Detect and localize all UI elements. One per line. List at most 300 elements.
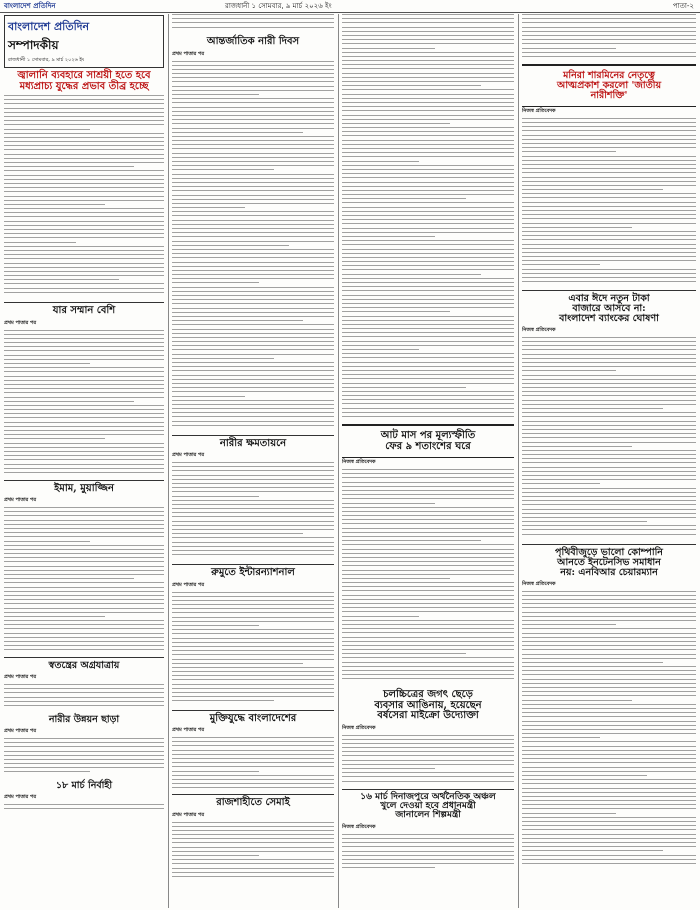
text-line [342, 391, 514, 392]
text-line [172, 375, 334, 376]
text-line [172, 830, 334, 831]
text-line [172, 425, 334, 426]
text-line [342, 311, 450, 312]
byline: নিজস্ব প্রতিবেদক [522, 326, 556, 333]
text-line [172, 859, 334, 860]
text-line [342, 60, 514, 61]
text-line [342, 198, 466, 199]
text-line [342, 611, 514, 612]
text-line [172, 537, 334, 538]
text-line [522, 599, 696, 600]
text-line [172, 592, 334, 593]
byline: প্রথম পাতার পর [4, 727, 37, 734]
text-line [4, 334, 164, 335]
text-line [172, 345, 334, 346]
text-line [522, 244, 696, 245]
text-line [4, 620, 164, 621]
text-line [172, 512, 334, 513]
text-line [522, 231, 696, 232]
text-line [172, 324, 334, 325]
text-line [522, 834, 696, 835]
text-line [342, 473, 514, 474]
text-line [342, 599, 514, 600]
byline: নিজস্ব প্রতিবেদক [342, 724, 376, 731]
text-line [172, 504, 334, 505]
article-body [342, 834, 514, 874]
text-line [342, 336, 514, 337]
byline: নিজস্ব প্রতিবেদক [342, 459, 376, 465]
text-line [342, 353, 514, 354]
text-line [342, 161, 419, 162]
text-line [4, 767, 164, 768]
text-line [522, 838, 696, 839]
text-line [4, 434, 164, 435]
text-line [4, 649, 164, 650]
text-line [522, 421, 696, 422]
text-line [522, 400, 696, 401]
text-line [4, 275, 164, 276]
text-line [342, 232, 514, 233]
text-line [172, 783, 334, 784]
text-line [522, 416, 696, 417]
text-line [522, 645, 696, 646]
text-line [172, 199, 334, 200]
text-line [172, 249, 334, 250]
text-line [342, 565, 514, 566]
text-line [342, 341, 514, 342]
text-line [342, 374, 514, 375]
text-line [342, 553, 514, 554]
text-line [4, 133, 164, 134]
text-line [172, 741, 334, 742]
text-line [172, 872, 334, 873]
text-line [522, 687, 696, 688]
text-line [522, 792, 696, 793]
headline-jar-sommoan: যার সম্মান বেশি [52, 305, 116, 316]
text-line [4, 616, 105, 617]
text-line [4, 187, 164, 188]
text-line [522, 616, 696, 617]
text-line [4, 413, 164, 414]
text-line [342, 851, 514, 852]
text-line [522, 151, 616, 152]
text-line [342, 408, 514, 409]
text-line [172, 851, 334, 852]
text-line [172, 525, 334, 526]
text-line [172, 855, 259, 856]
text-line [342, 544, 514, 545]
text-line [522, 118, 696, 119]
text-line [522, 591, 696, 592]
text-line [342, 747, 514, 748]
text-line [172, 625, 259, 626]
byline: প্রথম পাতার পর [4, 793, 37, 800]
text-line [4, 175, 164, 176]
text-line [4, 409, 164, 410]
text-line [522, 349, 696, 350]
text-line [342, 182, 514, 183]
text-line [4, 350, 164, 351]
byline: প্রথম পাতার পর [4, 497, 37, 503]
text-line [522, 35, 696, 36]
text-line [342, 77, 514, 78]
text-line [172, 14, 334, 15]
text-line [522, 172, 696, 173]
text-line [522, 454, 696, 455]
text-line [172, 316, 334, 317]
text-line [342, 498, 514, 499]
text-line [4, 697, 164, 698]
text-line [172, 241, 334, 242]
text-line [342, 570, 514, 571]
text-line [342, 503, 435, 504]
text-line [172, 396, 245, 397]
text-line [172, 404, 334, 405]
text-line [4, 443, 164, 444]
text-line [172, 521, 334, 522]
text-line [522, 252, 696, 253]
feature-box [522, 64, 696, 107]
text-line [522, 160, 696, 161]
text-line [172, 94, 259, 95]
text-line [172, 190, 334, 191]
text-line [522, 641, 696, 642]
text-line [342, 165, 514, 166]
article-body [342, 735, 514, 787]
text-line [172, 153, 334, 154]
text-line [342, 528, 514, 529]
headline-cholochitro: চলচ্চিত্রের জগৎ ছেড়ে ব্যবসার আঙিনায়, হয়েছেন বর্ষসেরা মাইক্রো উদ্যোক্তা [374, 689, 482, 721]
text-line [342, 64, 514, 65]
text-line [522, 504, 696, 505]
headline-muktijuddho: মুক্তিযুদ্ধে বাংলাদেশের [209, 712, 297, 724]
text-line [342, 632, 514, 633]
text-line [4, 701, 164, 702]
text-line [172, 754, 334, 755]
text-line [4, 771, 90, 772]
text-line [172, 211, 334, 212]
text-line [342, 743, 514, 744]
text-line [4, 451, 164, 452]
headline-atmas: আট মাস পর মূল্যস্ফীতি ফের ৯ শতাংশের ঘরে [380, 430, 476, 452]
text-line [342, 412, 514, 413]
text-line [342, 678, 514, 679]
text-line [172, 132, 303, 133]
text-line [4, 587, 164, 588]
page-header [0, 0, 700, 13]
text-line [522, 273, 696, 274]
text-line [172, 412, 334, 413]
text-line [342, 39, 514, 40]
page-number: পাতা-২ [672, 2, 694, 10]
text-line [522, 488, 696, 489]
text-line [4, 267, 164, 268]
text-line [342, 27, 514, 28]
text-line [4, 532, 164, 533]
headline-lead: জ্বালানি ব্যবহারে সাশ্রয়ী হতে হবে মধ্যপ্রাচ্য যুদ্ধের প্রভাব তীব্র হচ্ছে [17, 70, 151, 92]
column-3 [342, 14, 514, 908]
text-line [342, 215, 514, 216]
text-line [342, 207, 514, 208]
text-line [4, 263, 164, 264]
text-line [522, 842, 696, 843]
text-line [522, 126, 696, 127]
text-line [4, 692, 164, 693]
text-line [342, 68, 514, 69]
text-line [342, 867, 435, 868]
text-line [342, 152, 514, 153]
text-line [342, 43, 514, 44]
text-line [4, 684, 164, 685]
text-line [342, 362, 514, 363]
text-line [522, 56, 696, 57]
text-line [172, 287, 334, 288]
text-line [172, 107, 334, 108]
text-line [4, 376, 164, 377]
text-line [4, 250, 164, 251]
text-line [4, 595, 164, 596]
text-line [172, 77, 334, 78]
text-line [172, 236, 334, 237]
text-line [4, 292, 164, 293]
article-body [522, 591, 696, 871]
text-line [522, 354, 696, 355]
text-line [4, 170, 164, 171]
text-line [522, 483, 600, 484]
text-line [172, 758, 334, 759]
text-line [172, 496, 259, 497]
text-line [172, 696, 334, 697]
text-line [342, 637, 514, 638]
text-line [172, 299, 334, 300]
text-line [4, 279, 119, 280]
text-line [172, 847, 334, 848]
text-line [4, 154, 164, 155]
article-body [4, 804, 164, 816]
paper-logo: বাংলাদেশ প্রতিদিন [4, 2, 56, 10]
text-line [4, 229, 164, 230]
text-line [342, 776, 514, 777]
text-line [172, 822, 334, 823]
text-line [172, 257, 334, 258]
article-body [4, 330, 164, 478]
text-line [172, 596, 334, 597]
text-line [342, 299, 514, 300]
text-line [172, 379, 334, 380]
text-line [522, 758, 696, 759]
text-line [4, 599, 164, 600]
text-line [4, 422, 164, 423]
text-line [522, 218, 696, 219]
text-line [342, 22, 514, 23]
text-line [342, 383, 514, 384]
text-line [342, 249, 514, 250]
text-line [172, 86, 334, 87]
text-line [4, 363, 90, 364]
text-line [522, 517, 696, 518]
text-line [522, 223, 696, 224]
text-line [172, 775, 334, 776]
text-line [172, 876, 334, 877]
text-line [342, 274, 481, 275]
text-line [342, 507, 514, 508]
text-line [172, 65, 334, 66]
text-line [4, 742, 164, 743]
byline: প্রথম পাতার পর [172, 50, 205, 57]
article-body [522, 14, 696, 64]
text-line [172, 119, 334, 120]
text-line [172, 621, 334, 622]
byline: প্রথম পাতার পর [4, 319, 37, 326]
text-line [342, 662, 514, 663]
text-line [4, 507, 164, 508]
text-line [342, 846, 514, 847]
text-line [342, 219, 514, 220]
column-1 [4, 14, 164, 908]
text-line [342, 278, 514, 279]
text-line [342, 670, 514, 671]
text-line [522, 425, 696, 426]
text-line [342, 515, 514, 516]
text-line [522, 863, 696, 864]
text-line [522, 27, 696, 28]
text-line [522, 750, 696, 751]
article-body [172, 592, 334, 708]
text-line [4, 515, 164, 516]
text-line [342, 519, 514, 520]
text-line [522, 737, 600, 738]
text-line [172, 253, 334, 254]
text-line [4, 637, 164, 638]
text-line [342, 144, 514, 145]
text-line [4, 574, 164, 575]
text-line [172, 868, 334, 869]
text-line [172, 102, 334, 103]
text-line [522, 712, 696, 713]
text-line [342, 494, 514, 495]
text-line [342, 240, 514, 241]
text-line [522, 624, 616, 625]
text-line [4, 338, 164, 339]
text-line [4, 158, 164, 159]
text-line [522, 628, 696, 629]
text-line [342, 863, 514, 864]
text-line [522, 281, 696, 282]
column-divider [518, 14, 519, 908]
text-line [522, 458, 696, 459]
text-line [522, 264, 600, 265]
text-line [4, 401, 134, 402]
article-body [4, 738, 164, 778]
text-line [342, 772, 514, 773]
text-line [522, 442, 696, 443]
text-line [4, 237, 164, 238]
text-line [522, 534, 696, 535]
text-line [4, 603, 164, 604]
text-line [172, 203, 334, 204]
text-line [172, 295, 334, 296]
text-line [522, 475, 696, 476]
text-line [522, 122, 696, 123]
text-line [342, 674, 514, 675]
text-line [522, 345, 696, 346]
text-line [4, 388, 164, 389]
text-line [172, 487, 334, 488]
column-4 [522, 14, 696, 908]
text-line [342, 768, 435, 769]
text-line [342, 106, 514, 107]
text-line [4, 520, 164, 521]
text-line [342, 416, 514, 417]
article-body [522, 118, 696, 288]
text-line [4, 208, 164, 209]
text-line [4, 464, 164, 465]
text-line [172, 220, 334, 221]
text-line [172, 387, 334, 388]
text-line [172, 842, 334, 843]
text-line [522, 341, 696, 342]
text-line [522, 595, 696, 596]
text-line [522, 235, 696, 236]
text-line [522, 529, 696, 530]
text-line [342, 735, 514, 736]
text-line [4, 566, 164, 567]
text-line [522, 513, 696, 514]
text-line [522, 177, 696, 178]
text-line [172, 646, 334, 647]
text-line [522, 674, 696, 675]
text-line [172, 654, 334, 655]
text-line [4, 557, 164, 558]
text-line [4, 570, 164, 571]
text-line [522, 746, 696, 747]
text-line [4, 254, 164, 255]
article-body [342, 14, 514, 424]
column-divider [338, 14, 339, 908]
text-line [522, 783, 696, 784]
text-line [342, 653, 466, 654]
text-line [4, 608, 164, 609]
text-line [4, 524, 164, 525]
text-line [342, 781, 514, 782]
byline: নিজস্ব প্রতিবেদক [522, 107, 556, 114]
text-line [522, 130, 696, 131]
text-line [172, 228, 334, 229]
text-line [4, 545, 164, 546]
text-line [522, 633, 696, 634]
text-line [172, 178, 334, 179]
text-line [522, 721, 696, 722]
article-body [172, 737, 334, 792]
text-line [522, 164, 696, 165]
text-line [522, 855, 696, 856]
text-line [4, 804, 164, 805]
text-line [522, 620, 696, 621]
text-line [522, 168, 696, 169]
text-line [522, 829, 696, 830]
text-line [4, 549, 164, 550]
text-line [4, 371, 164, 372]
column-divider [168, 14, 169, 908]
text-line [522, 813, 616, 814]
text-line [4, 283, 164, 284]
text-line [172, 483, 334, 484]
text-line [522, 725, 696, 726]
text-line [172, 123, 334, 124]
text-line [342, 842, 514, 843]
text-line [522, 446, 632, 447]
masthead-paper: বাংলাদেশ প্রতিদিন [8, 20, 90, 33]
